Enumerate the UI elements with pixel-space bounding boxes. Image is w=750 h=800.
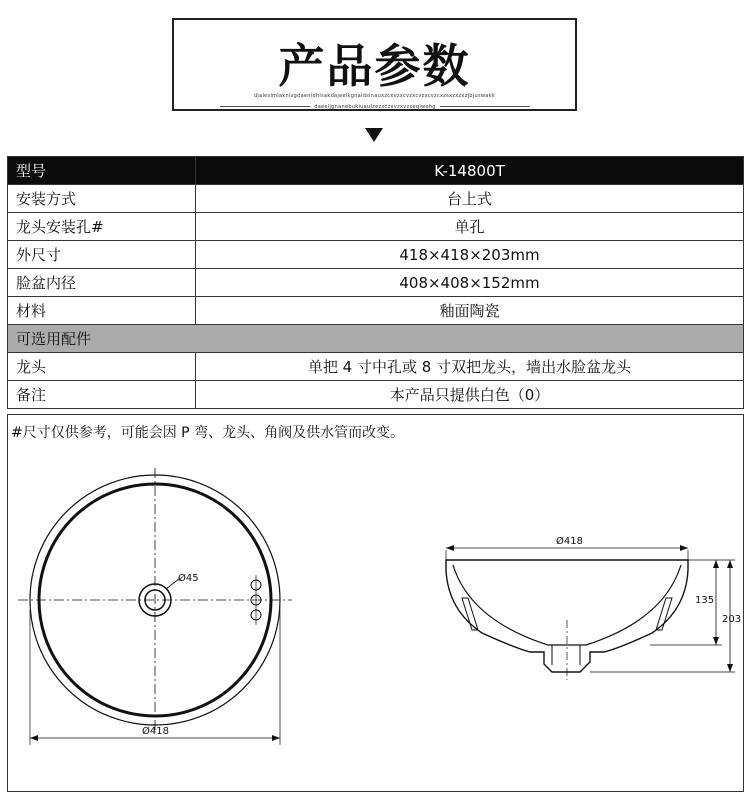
row-label: 备注 xyxy=(8,381,196,409)
size-note: #尺寸仅供参考，可能会因 P 弯、龙头、角阀及供水管而改变。 xyxy=(11,425,405,441)
side-view xyxy=(446,545,735,680)
drain-diameter-label: Ø45 xyxy=(178,573,199,584)
side-diameter-label: Ø418 xyxy=(556,536,583,547)
row-value: 单孔 xyxy=(196,213,744,241)
row-value: 单把 4 寸中孔或 8 寸双把龙头，墙出水脸盆龙头 xyxy=(196,353,744,381)
subtitle-line2-text: daeeljgnanebukiuaulzezxczxvzxvzxeqiwehg xyxy=(314,104,436,110)
row-label: 安装方式 xyxy=(8,185,196,213)
total-height-label: 203 xyxy=(722,614,742,625)
row-value: 418×418×203mm xyxy=(196,241,744,269)
inner-depth-label: 135 xyxy=(695,595,715,606)
row-label: 脸盆内径 xyxy=(8,269,196,297)
row-value: K-14800T xyxy=(196,157,744,185)
row-label: 型号 xyxy=(8,157,196,185)
page-title: 产品参数 xyxy=(278,39,471,93)
section-title: 可选用配件 xyxy=(8,325,744,353)
top-diameter-label: Ø418 xyxy=(142,726,169,737)
row-label: 龙头 xyxy=(8,353,196,381)
row-value: 台上式 xyxy=(196,185,744,213)
row-label: 龙头安装孔# xyxy=(8,213,196,241)
row-value: 408×408×152mm xyxy=(196,269,744,297)
row-value: 本产品只提供白色（0） xyxy=(196,381,744,409)
row-value: 釉面陶瓷 xyxy=(196,297,744,325)
title-subtitle-line1: djalesimlaknlsgdaenidhlsakdajeelkgnaldsinauxzcxvzxcvzxcvzxcvzcxzsxzxzxzjbjuswakk xyxy=(253,93,496,99)
top-view xyxy=(18,468,292,745)
row-label: 材料 xyxy=(8,297,196,325)
row-label: 外尺寸 xyxy=(8,241,196,269)
